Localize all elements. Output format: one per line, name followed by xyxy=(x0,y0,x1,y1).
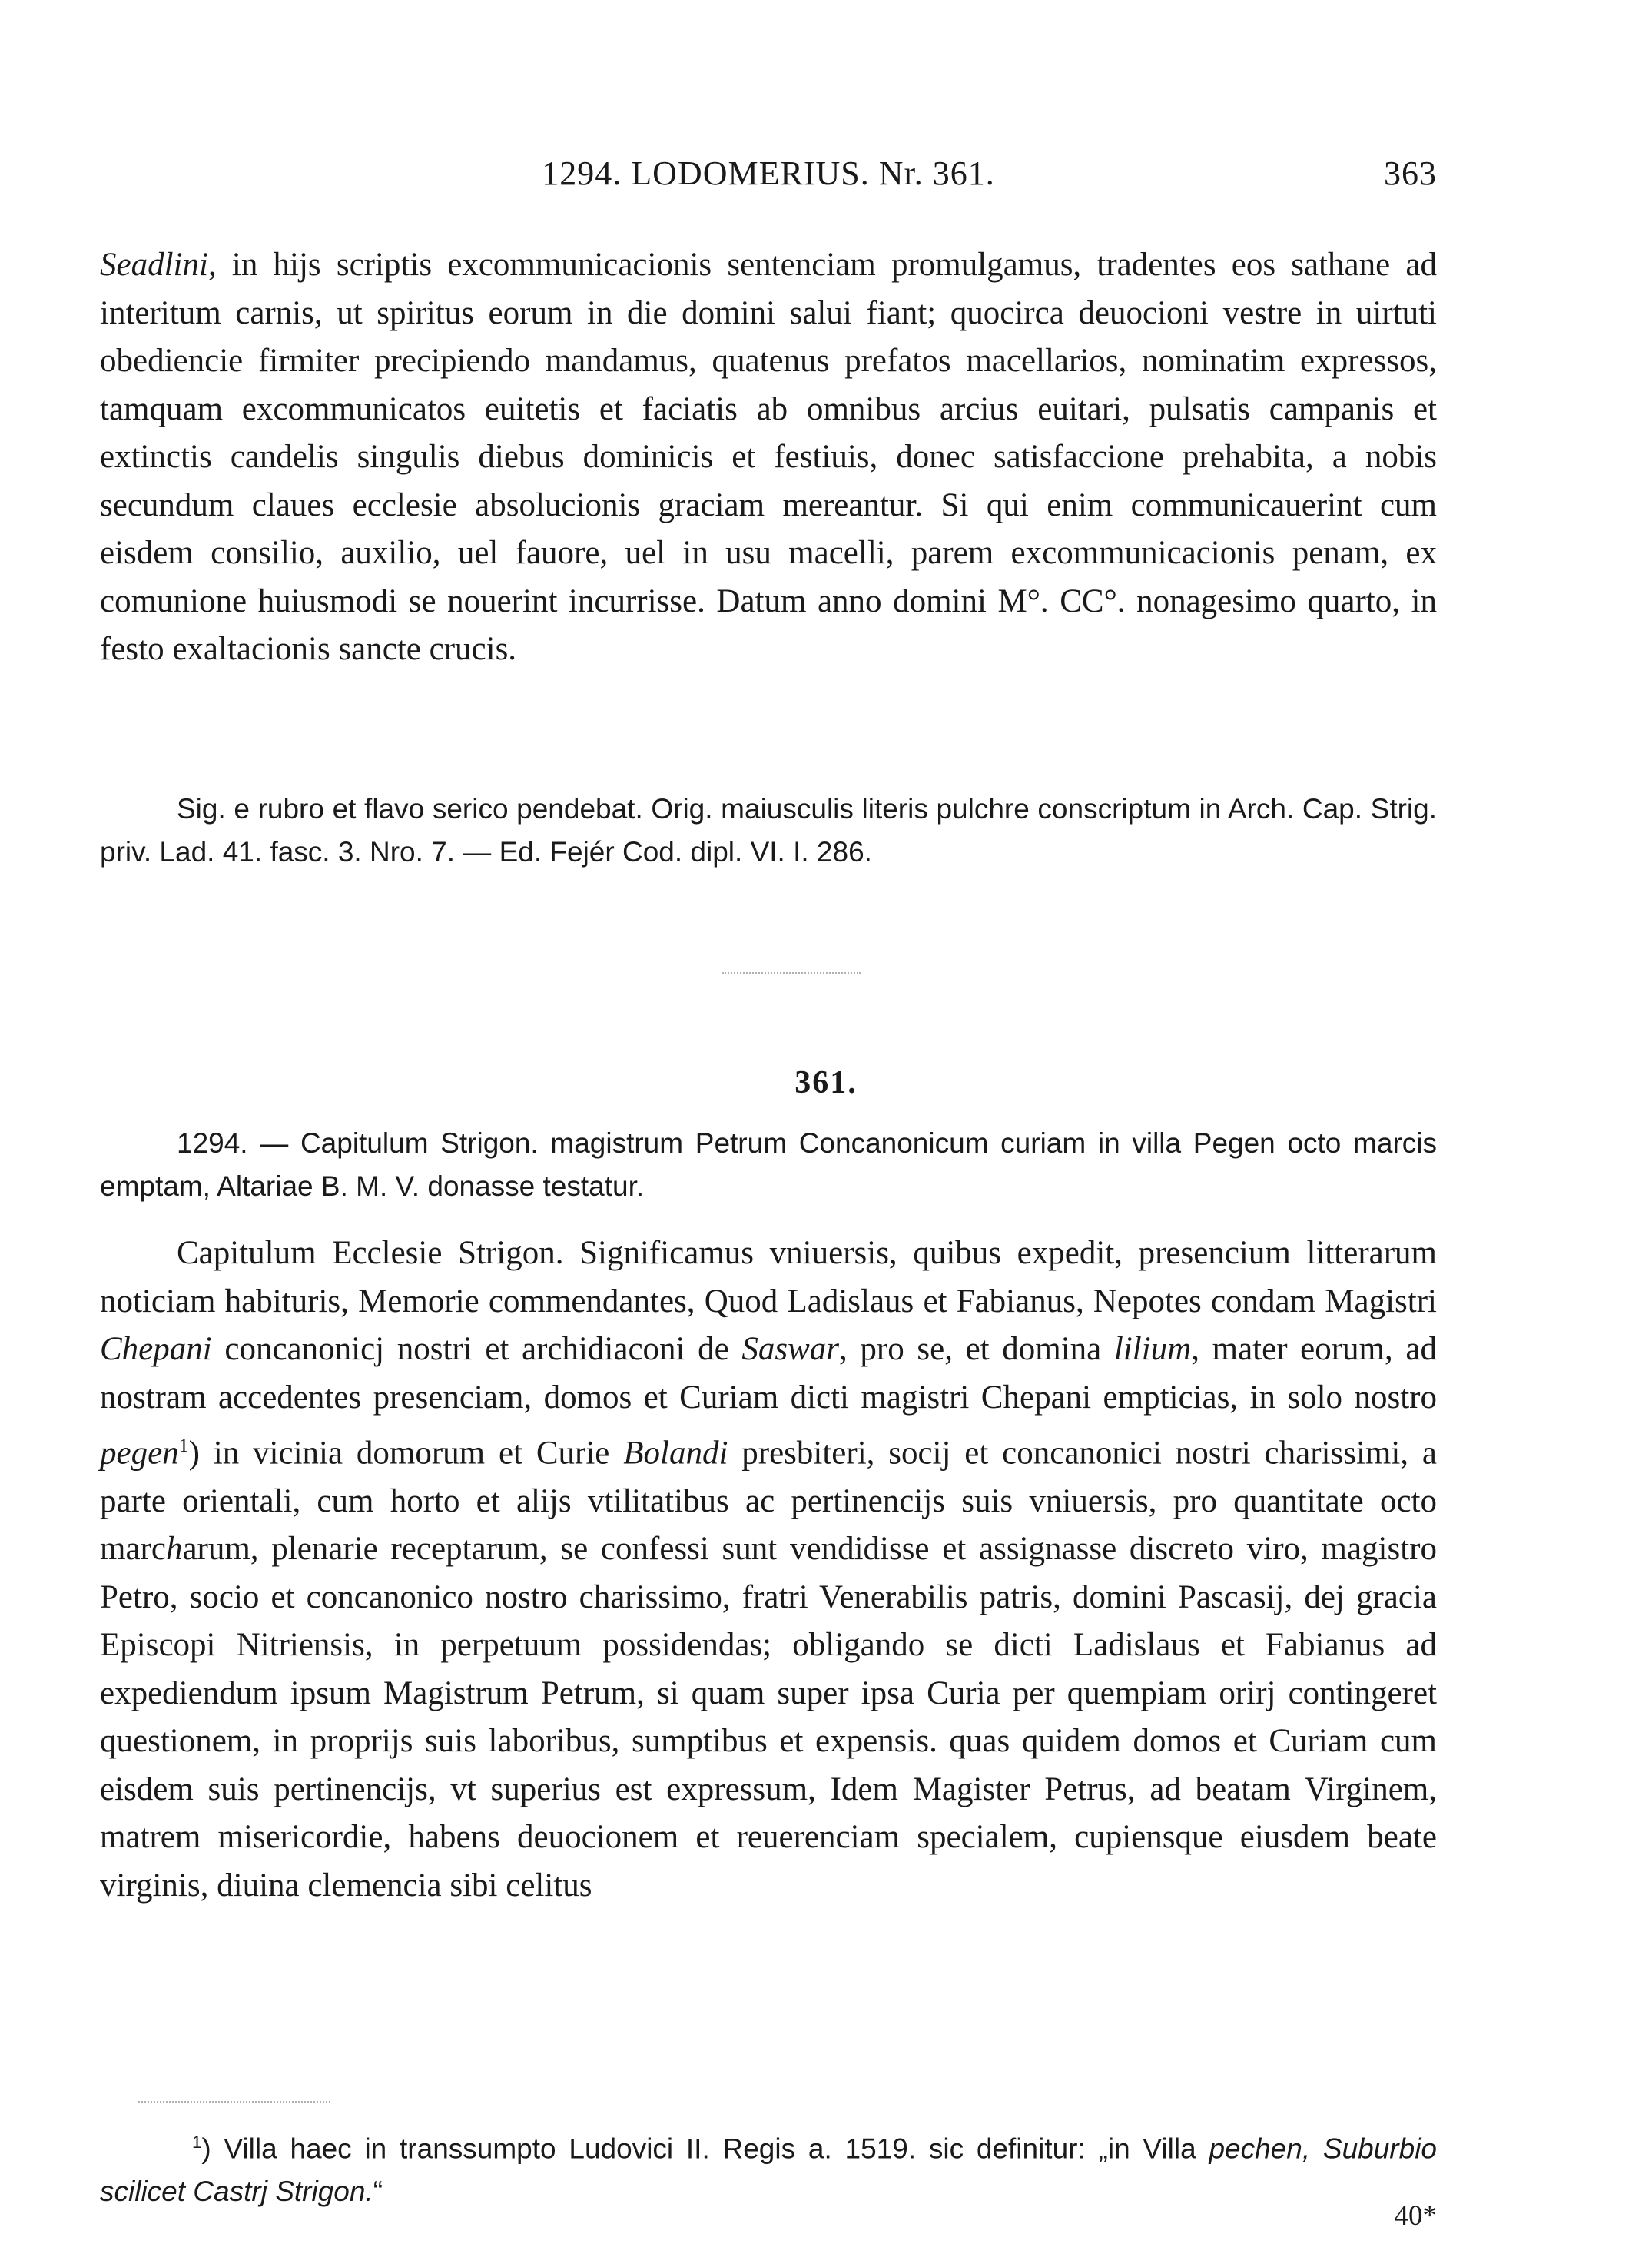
charter-italic-name: lilium xyxy=(1113,1331,1192,1367)
charter-italic-place: Saswar xyxy=(741,1331,840,1367)
document-number: 361. xyxy=(794,1065,858,1100)
charter-text-part: Capitulum Ecclesie Strigon. Significamus vniuersis, quibus expedit, presencium litterarum noticiam habituris, Memorie commendantes, Quod Ladislaus et Fabianus, Nepotes condam Magistri xyxy=(100,1235,1437,1319)
charter-text-part: concanonicj nostri et archidiaconi de xyxy=(211,1331,742,1367)
continuation-text: , in hijs scriptis excommunicacionis sentenciam promulgamus, tradentes eos sathane ad interitum carnis, ut spiritus eorum in die domini salui fiant; quocirca deuocioni vestre in uirtuti obediencie firmiter precipiendo mandamus, quatenus prefatos macellarios, nominatim expressos, tamquam excommunicatos euitetis et faciatis ab omnibus arcius euitari, pulsatis campanis et extinctis candelis singulis diebus dominicis et festiuis, donec satisfaccione prehabita, a nobis secundum claues ecclesie absolucionis graciam mereantur. Si qui enim communicauerint cum eisdem consilio, auxilio, uel fauore, uel in usu macelli, parem excommunicacionis penam, ex comunione huiusmodi se nouerint incurrisse. Datum anno domini M°. CC°. nonagesimo quarto, in festo exaltacionis sancte crucis. xyxy=(100,247,1437,667)
charter-text-part: arum, plenarie receptarum, se confessi sunt vendidisse et assignasse discreto viro, magistro Petro, socio et concanonico nostro charissimo, fratri Venerabilis patris, domini Pascasij, dej gracia Episcopi Nitriensis, in perpetuum possidendas; obligando se dicti Ladislaus et Fabianus ad expediendum ipsum Magistrum Petrum, si quam super ipsa Curia per quempiam orirj contingeret questionem, in proprijs suis laboribus, sumptibus et expensis. quas quidem domos et Curiam cum eisdem suis pertinencijs, vt superius est expressum, Idem Magister Petrus, ad beatam Virginem, matrem misericordie, habens deuocionem et reuerenciam specialem, cupiensque eiusdem beate virginis, diuina clemencia sibi celitus xyxy=(100,1531,1437,1904)
signature-mark: 40* xyxy=(1394,2200,1437,2232)
regest-summary: 1294. — Capitulum Strigon. magistrum Petrum Concanonicum curiam in villa Pegen octo marcis emptam, Altariae B. M. V. donasse testatur. xyxy=(100,1127,1437,1202)
charter-italic-place: pegen xyxy=(100,1435,179,1472)
charter-text-part: , pro se, et domina xyxy=(839,1331,1114,1367)
source-note: Sig. e rubro et flavo serico pendebat. Orig. maiusculis literis pulchre conscriptum in Arch. Cap. Strig. priv. Lad. 41. fasc. 3. Nro. 7. — Ed. Fejér Cod. dipl. VI. I. 286. xyxy=(100,793,1437,868)
section-separator xyxy=(722,972,861,974)
footnote-mark: 1 xyxy=(192,2133,202,2152)
page-number: 363 xyxy=(1384,154,1437,192)
running-title: 1294. LODOMERIUS. Nr. 361. xyxy=(542,154,995,192)
continuation-paragraph xyxy=(100,241,1437,674)
page-header xyxy=(100,154,1437,200)
charter-text-part: , mater eorum, ad nostram accedentes presenciam, domos et Curiam dicti magistri Chepani empticias, in solo nostro xyxy=(100,1331,1437,1416)
charter-italic-letter: h xyxy=(165,1531,183,1568)
footnote-reference: 1 xyxy=(178,1434,189,1456)
charter-italic-name: Bolandi xyxy=(623,1435,728,1472)
footnote-text: “ xyxy=(373,2176,383,2208)
footnote xyxy=(100,2121,1437,2213)
charter-text xyxy=(100,1230,1437,1910)
continuation-first-word: Seadlini xyxy=(100,247,208,283)
footnote-italic-text: pechen, Suburbio scilicet Castrj Strigon. xyxy=(100,2133,1437,2208)
charter-italic-name: Chepani xyxy=(100,1331,212,1367)
charter-text-part: presbiteri, socij et concanonici nostri charissimi, a parte orientali, cum horto et alijs vtilitatibus ac pertinencijs suis vniuersis, pro quantitate octo marc xyxy=(100,1435,1437,1568)
charter-text-part: ) in vicinia domorum et Curie xyxy=(188,1435,624,1472)
footnote-separator xyxy=(138,2101,330,2103)
footnote-text: ) Villa haec in transsumpto Ludovici II. Regis a. 1519. sic definitur: „in Villa xyxy=(201,2133,1209,2165)
